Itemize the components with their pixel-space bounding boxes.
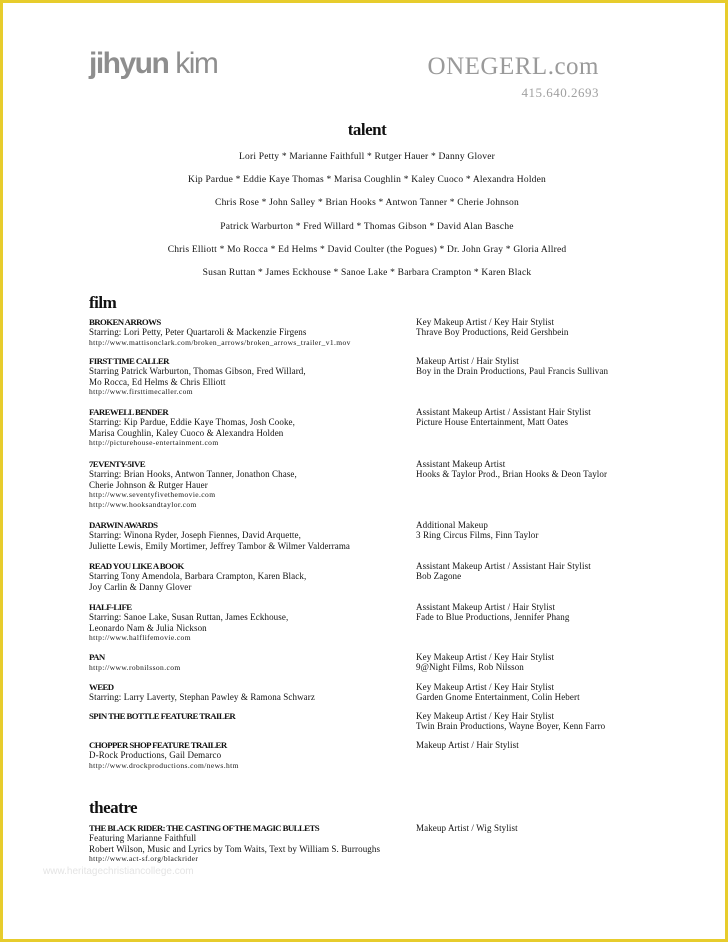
film-company: Fade to Blue Productions, Jennifer Phang <box>416 612 570 623</box>
talent-line: Chris Rose * John Salley * Brian Hooks * Antwon Tanner * Cherie Johnson <box>215 198 519 209</box>
film-title: HALF-LIFE <box>89 602 132 612</box>
film-url[interactable]: http://www.mattisonclark.com/broken_arrows/broken_arrows_trailer_v1.mov <box>89 337 351 347</box>
theatre-role: Makeup Artist / Wig Stylist <box>416 823 518 833</box>
film-title: FIRST TIME CALLER <box>89 356 169 366</box>
film-detail: Starring Patrick Warburton, Thomas Gibson, Fred Willard, <box>89 366 306 377</box>
film-role: Makeup Artist / Hair Stylist <box>416 356 519 366</box>
film-role: Makeup Artist / Hair Stylist <box>416 740 519 750</box>
film-detail: Starring: Lori Petty, Peter Quartaroli & Mackenzie Firgens <box>89 327 307 338</box>
film-role: Key Makeup Artist / Key Hair Stylist <box>416 652 555 662</box>
film-detail: Juliette Lewis, Emily Mortimer, Jeffrey Tambor & Wilmer Valderrama <box>89 540 351 551</box>
film-title: READ YOU LIKE A BOOK <box>89 561 184 571</box>
film-url[interactable]: http://picturehouse-entertainment.com <box>89 437 219 447</box>
film-detail: Joy Carlin & Danny Glover <box>89 581 192 592</box>
film-detail: Cherie Johnson & Rutger Hauer <box>89 479 208 490</box>
film-detail: Leonardo Nam & Julia Nickson <box>89 622 207 633</box>
film-company: Garden Gnome Entertainment, Colin Hebert <box>416 692 580 703</box>
talent-list <box>3 151 728 290</box>
film-detail: Marisa Coughlin, Kaley Cuoco & Alexandra Holden <box>89 427 284 438</box>
theatre-title: THE BLACK RIDER: THE CASTING OF THE MAGIC BULLETS <box>89 823 320 833</box>
name-first: jihyun <box>89 47 169 80</box>
film-role: Assistant Makeup Artist <box>416 459 506 469</box>
talent-line: Chris Elliott * Mo Rocca * Ed Helms * David Coulter (the Pogues) * Dr. John Gray * Gloria Allred <box>167 244 567 255</box>
talent-heading: talent <box>347 120 387 139</box>
film-role: Key Makeup Artist / Key Hair Stylist <box>416 317 555 327</box>
film-detail: Starring: Larry Laverty, Stephan Pawley & Ramona Schwarz <box>89 692 315 703</box>
film-title: FAREWELL BENDER <box>89 407 169 417</box>
film-title: BROKEN ARROWS <box>89 317 161 327</box>
film-company: Picture House Entertainment, Matt Oates <box>416 417 569 428</box>
film-url[interactable]: http://www.drockproductions.com/news.htm <box>89 760 239 770</box>
film-company: 9@Night Films, Rob Nilsson <box>416 662 524 673</box>
film-url[interactable]: http://www.halflifemovie.com <box>89 632 191 642</box>
film-company: Bob Zagone <box>416 571 462 582</box>
film-url[interactable]: http://www.firsttimecaller.com <box>89 386 193 396</box>
film-title: DARWIN AWARDS <box>89 520 158 530</box>
film-company: Boy in the Drain Productions, Paul Francis Sullivan <box>416 366 609 377</box>
theatre-heading: theatre <box>89 798 138 817</box>
theatre-detail: Robert Wilson, Music and Lyrics by Tom Waits, Text by William S. Burroughs <box>89 843 381 854</box>
film-role: Assistant Makeup Artist / Assistant Hair Stylist <box>416 561 591 571</box>
film-heading: film <box>89 293 117 312</box>
film-role: Assistant Makeup Artist / Assistant Hair Stylist <box>416 407 591 417</box>
film-title: SPIN THE BOTTLE FEATURE TRAILER <box>89 711 236 721</box>
talent-line: Patrick Warburton * Fred Willard * Thomas Gibson * David Alan Basche <box>220 221 514 232</box>
film-detail: Starring: Winona Ryder, Joseph Fiennes, David Arquette, <box>89 530 301 541</box>
film-company: Thrave Boy Productions, Reid Gershbein <box>416 327 569 338</box>
film-detail: Mo Rocca, Ed Helms & Chris Elliott <box>89 376 226 387</box>
film-company: Hooks & Taylor Prod., Brian Hooks & Deon Taylor <box>416 469 608 480</box>
film-url[interactable]: http://www.seventyfivethemovie.com <box>89 489 216 499</box>
film-company: Twin Brain Productions, Wayne Boyer, Kenn Farro <box>416 721 606 732</box>
film-role: Key Makeup Artist / Key Hair Stylist <box>416 682 555 692</box>
film-title: CHOPPER SHOP FEATURE TRAILER <box>89 740 227 750</box>
film-title: PAN <box>89 652 105 662</box>
website-link[interactable]: ONEGERL.com <box>427 53 599 80</box>
talent-line: Susan Ruttan * James Eckhouse * Sanoe Lake * Barbara Crampton * Karen Black <box>202 267 532 278</box>
film-detail: Starring: Kip Pardue, Eddie Kaye Thomas, Josh Cooke, <box>89 417 296 428</box>
talent-line: Lori Petty * Marianne Faithfull * Rutger Hauer * Danny Glover <box>239 152 495 162</box>
phone-number: 415.640.2693 <box>521 85 599 100</box>
film-title: 7EVENTY-5IVE <box>89 459 146 469</box>
name-last: kim <box>175 47 218 80</box>
theatre-url[interactable]: http://www.act-sf.org/blackrider <box>89 853 199 863</box>
film-url[interactable]: http://www.robnilsson.com <box>89 663 181 673</box>
film-detail: Starring: Brian Hooks, Antwon Tanner, Jonathon Chase, <box>89 469 297 480</box>
film-role: Additional Makeup <box>416 520 488 530</box>
film-detail: D-Rock Productions, Gail Demarco <box>89 750 222 761</box>
film-url[interactable]: http://www.hooksandtaylor.com <box>89 500 197 510</box>
film-title: WEED <box>89 682 114 692</box>
resume-name <box>89 47 217 81</box>
watermark: www.heritagechristiancollege.com <box>43 866 194 877</box>
talent-line: Kip Pardue * Eddie Kaye Thomas * Marisa Coughlin * Kaley Cuoco * Alexandra Holden <box>188 175 546 186</box>
film-detail: Starring Tony Amendola, Barbara Crampton, Karen Black, <box>89 571 307 582</box>
film-company: 3 Ring Circus Films, Finn Taylor <box>416 530 539 541</box>
film-detail: Starring: Sanoe Lake, Susan Ruttan, James Eckhouse, <box>89 612 289 623</box>
film-role: Key Makeup Artist / Key Hair Stylist <box>416 711 555 721</box>
film-role: Assistant Makeup Artist / Hair Stylist <box>416 602 556 612</box>
theatre-detail: Featuring Marianne Faithfull <box>89 833 197 844</box>
